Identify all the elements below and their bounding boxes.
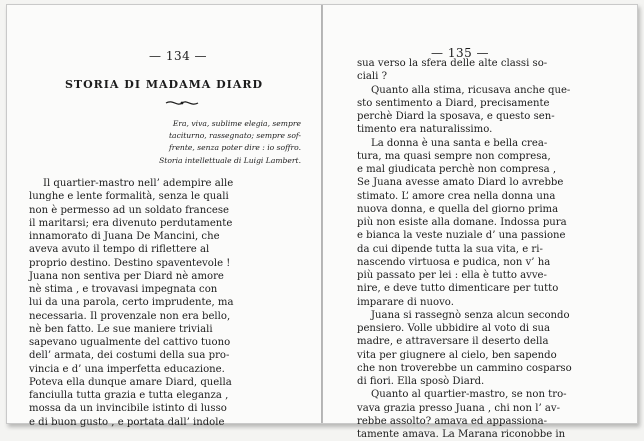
text-line: La donna è una santa e bella crea- [371,137,548,149]
text-line: lui da una parola, certo imprudente, ma [29,297,234,309]
epigraph-line: frente, senza poter dire : io soffro. [169,143,301,153]
text-line: sto sentimento a Diard, precisamente [357,97,550,109]
text-line: non è permesso ad un soldato francese [29,204,229,216]
text-line: aveva avuto il tempo di riflettere al [29,244,210,256]
text-line: e di buon gusto , e portata dall’ indole [29,416,225,428]
text-line: madre, e attraversare il deserto della [357,336,549,348]
text-line: più non esiste alla domane. Indossa pura [357,217,567,228]
text-line: Quanto al quartier-mastro, se non tro- [371,389,567,401]
text-line: Se Juana avesse amato Diard lo avrebbe [357,177,564,189]
text-line: e bianca la veste nuziale d’ una passione [357,230,566,242]
text-line: Poteva ella dunque amare Diard, quella [29,376,232,388]
text-line: proprio destino. Destino spaventevole ! [29,257,231,269]
text-line: rebbe assolto? amava ed appassiona- [357,415,548,427]
text-line: nire, e deve tutto dimenticare per tutto [357,283,559,295]
text-line: ciali ? [357,71,387,83]
text-line: vincia e d’ una imperfetta educazione. [29,363,225,375]
right-body-text [357,57,627,441]
text-line: fanciulla tutta grazia e tutta eleganza , [29,390,229,401]
text-line: timento era naturalissimo. [357,124,493,136]
book-spread [6,4,638,440]
left-body-text [29,177,309,429]
text-line: il maritarsi; era divenuto perdutamente [29,217,233,229]
text-line: lunghe e lente formalità, senza le quali [29,191,229,203]
epigraph [133,118,301,167]
text-line: vava grazia presso Juana , chi non l’ av- [357,402,560,414]
text-line: pensiero. Volle ubbidire al voto di sua [357,323,551,334]
text-line: e mal giudicata perchè non compresa , [357,164,557,175]
text-line: tura, ma quasi sempre non compresa, [357,150,551,162]
epigraph-line: Era, viva, sublime elegia, sempre [172,119,301,128]
text-line: Juana non sentiva per Diard nè amore [29,270,224,282]
text-line: sua verso la sfera delle alte classi so- [357,58,548,69]
text-line: sapevano ugualmente del cattivo tuono [29,337,231,348]
right-page [323,5,637,440]
text-line: tamente amava. La Marana riconobbe in [357,429,566,440]
text-line: imparare di nuovo. [357,296,454,308]
text-line: dell’ armata, dei costumi della sua pro- [29,350,230,362]
text-line: di fiori. Ella sposò Diard. [357,376,485,387]
epigraph-attribution: Storia intellettuale di Luigi Lambert. [159,155,301,165]
text-line: nuova donna, e quella del giorno prima [357,203,559,215]
text-line: innamorato di Juana De Mancini, che [29,231,220,242]
text-line: stimato. L’ amore crea nella donna una [357,190,556,202]
text-line: nascendo virtuosa e pudica, non v’ ha [357,256,551,268]
epigraph-line: taciturno, rassegnato; sempre sof- [168,131,301,141]
page-number: — 135 — [431,46,490,60]
page-number: — 134 — [149,49,208,63]
chapter-title: STORIA DI MADAMA DIARD [64,78,264,91]
text-line: nè ben fatto. Le sue maniere triviali [29,323,213,335]
text-line: perchè Diard la sposava, e questo sen- [357,111,555,122]
left-page [7,5,321,428]
ornament-divider-icon [165,99,199,107]
text-line: che non troverebbe un cammino cosparso [357,362,572,374]
text-line: necessaria. Il provenzale non era bello, [29,310,231,322]
text-line: vita per giugnere al cielo, ben sapendo [357,349,557,361]
text-line: Il quartier-mastro nell’ adempire alle [43,178,234,189]
text-line: Quanto alla stima, ricusava anche que- [371,84,571,96]
text-line: Juana si rassegnò senza alcun secondo [371,309,570,321]
text-line: nè stima , e trovavasi impegnata con [29,284,218,295]
text-line: più passato per lei : ella è tutto avve- [357,270,547,281]
text-line: mossa da un invincibile istinto di lusso [29,403,227,415]
text-line: da cui dipende tutta la sua vita, e ri- [357,243,543,255]
